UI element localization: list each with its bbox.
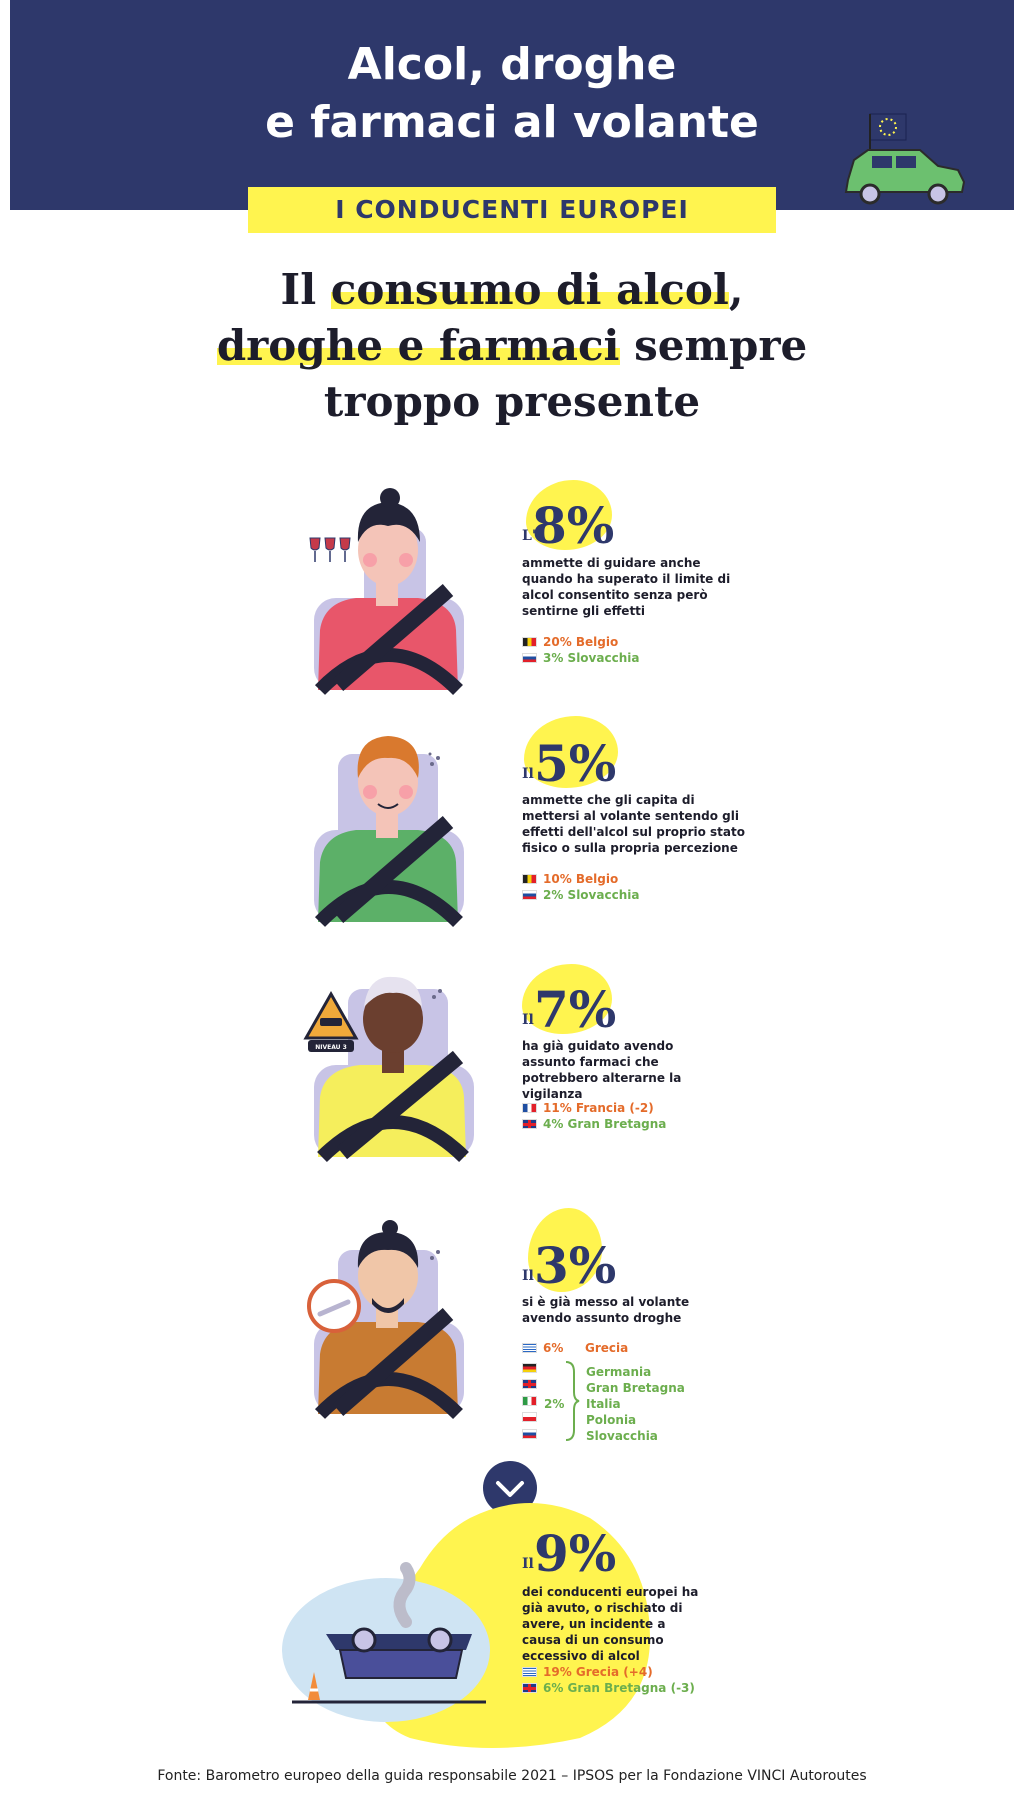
main-headline bbox=[0, 262, 1024, 430]
headline-text: sempre bbox=[619, 321, 808, 370]
country-stat: 6% Gran Bretagna (-3) bbox=[543, 1681, 695, 1695]
stat-description: ammette di guidare anche quando ha superato il limite di alcol consentito senza però sentirne gli effetti bbox=[522, 556, 731, 618]
belgium-flag-icon bbox=[522, 874, 537, 884]
country-stat: 19% Grecia (+4) bbox=[543, 1665, 653, 1679]
country-name: Polonia bbox=[586, 1413, 637, 1427]
country-stat: 4% Gran Bretagna bbox=[543, 1117, 667, 1131]
headline-highlight: droghe e farmaci bbox=[216, 321, 620, 370]
crashed-car-illustration bbox=[286, 1566, 506, 1708]
country-stat: 3% Slovacchia bbox=[543, 651, 640, 665]
source-footnote: Fonte: Barometro europeo della guida responsabile 2021 – IPSOS per la Fondazione VINCI Autoroutes bbox=[157, 1768, 867, 1784]
uk-flag-icon bbox=[522, 1379, 537, 1389]
stat-description: ha già guidato avendo assunto farmaci che potrebbero alterarne la vigilanza bbox=[522, 1039, 682, 1101]
stat-prefix: Il bbox=[522, 1012, 534, 1028]
country-pct: 6% bbox=[543, 1341, 564, 1355]
warning-sign-icon bbox=[304, 992, 358, 1054]
stat-prefix: Il bbox=[522, 1556, 534, 1572]
stat-value: 5% bbox=[534, 734, 617, 793]
sign-label: NIVEAU 3 bbox=[315, 1044, 347, 1051]
headline-line-3: troppo presente bbox=[323, 377, 701, 426]
title-line-1: Alcol, droghe bbox=[347, 39, 677, 90]
country-row bbox=[522, 1664, 653, 1680]
country-name: Germania bbox=[586, 1365, 652, 1379]
joint-icon bbox=[306, 1278, 362, 1334]
country-stat: 2% Slovacchia bbox=[543, 888, 640, 902]
country-stat: 10% Belgio bbox=[543, 872, 619, 886]
slovakia-flag-icon bbox=[522, 1429, 537, 1439]
country-row bbox=[522, 1116, 666, 1132]
slovakia-flag-icon bbox=[522, 653, 537, 663]
country-stat: 20% Belgio bbox=[543, 635, 619, 649]
country-row bbox=[522, 634, 618, 650]
stat-description: si è già messo al volante avendo assunto droghe bbox=[522, 1295, 690, 1325]
country-row bbox=[522, 650, 639, 666]
drunk-driver-illustration bbox=[308, 480, 468, 690]
section-banner: I CONDUCENTI EUROPEI bbox=[248, 187, 776, 233]
country-name: Italia bbox=[586, 1397, 621, 1411]
belgium-flag-icon bbox=[522, 637, 537, 647]
country-row bbox=[522, 1680, 695, 1696]
wine-glasses-icon bbox=[308, 536, 354, 566]
stat-value: 3% bbox=[534, 1236, 617, 1295]
stat-value: 8% bbox=[532, 496, 615, 555]
uk-flag-icon bbox=[522, 1119, 537, 1129]
tipsy-driver-illustration bbox=[308, 722, 468, 922]
stat-prefix: Il bbox=[522, 1268, 534, 1284]
stat-prefix: L' bbox=[522, 528, 537, 544]
germany-flag-icon bbox=[522, 1363, 537, 1373]
country-name: Slovacchia bbox=[586, 1429, 658, 1443]
country-row bbox=[522, 887, 639, 903]
country-stat: 11% Francia (-2) bbox=[543, 1101, 654, 1115]
stat-prefix: Il bbox=[522, 766, 534, 782]
greece-flag-icon bbox=[522, 1667, 537, 1677]
headline-text: , bbox=[728, 265, 744, 314]
country-row bbox=[522, 871, 618, 887]
group-pct: 2% bbox=[544, 1397, 565, 1411]
stat-value: 9% bbox=[534, 1524, 617, 1583]
uk-flag-icon bbox=[522, 1683, 537, 1693]
stat-description: dei conducenti europei ha già avuto, o rischiato di avere, un incidente a causa di un consumo eccessivo di alcol bbox=[522, 1585, 699, 1663]
group-brace bbox=[562, 1360, 580, 1442]
stat-description: ammette che gli capita di mettersi al volante sentendo gli effetti dell'alcol sul proprio stato fisico o sulla propria percezione bbox=[522, 793, 745, 855]
stat-value: 7% bbox=[534, 980, 617, 1039]
country-name: Gran Bretagna bbox=[586, 1381, 685, 1395]
slovakia-flag-icon bbox=[522, 890, 537, 900]
headline-text: Il bbox=[280, 265, 331, 314]
country-name: Grecia bbox=[585, 1341, 629, 1355]
title-line-2: e farmaci al volante bbox=[265, 97, 759, 148]
italy-flag-icon bbox=[522, 1396, 537, 1406]
headline-highlight: consumo di alcol bbox=[330, 265, 729, 314]
country-row bbox=[522, 1340, 628, 1356]
greece-flag-icon bbox=[522, 1343, 537, 1353]
eu-car-illustration bbox=[840, 108, 970, 208]
poland-flag-icon bbox=[522, 1412, 537, 1422]
country-row bbox=[522, 1100, 654, 1116]
france-flag-icon bbox=[522, 1103, 537, 1113]
